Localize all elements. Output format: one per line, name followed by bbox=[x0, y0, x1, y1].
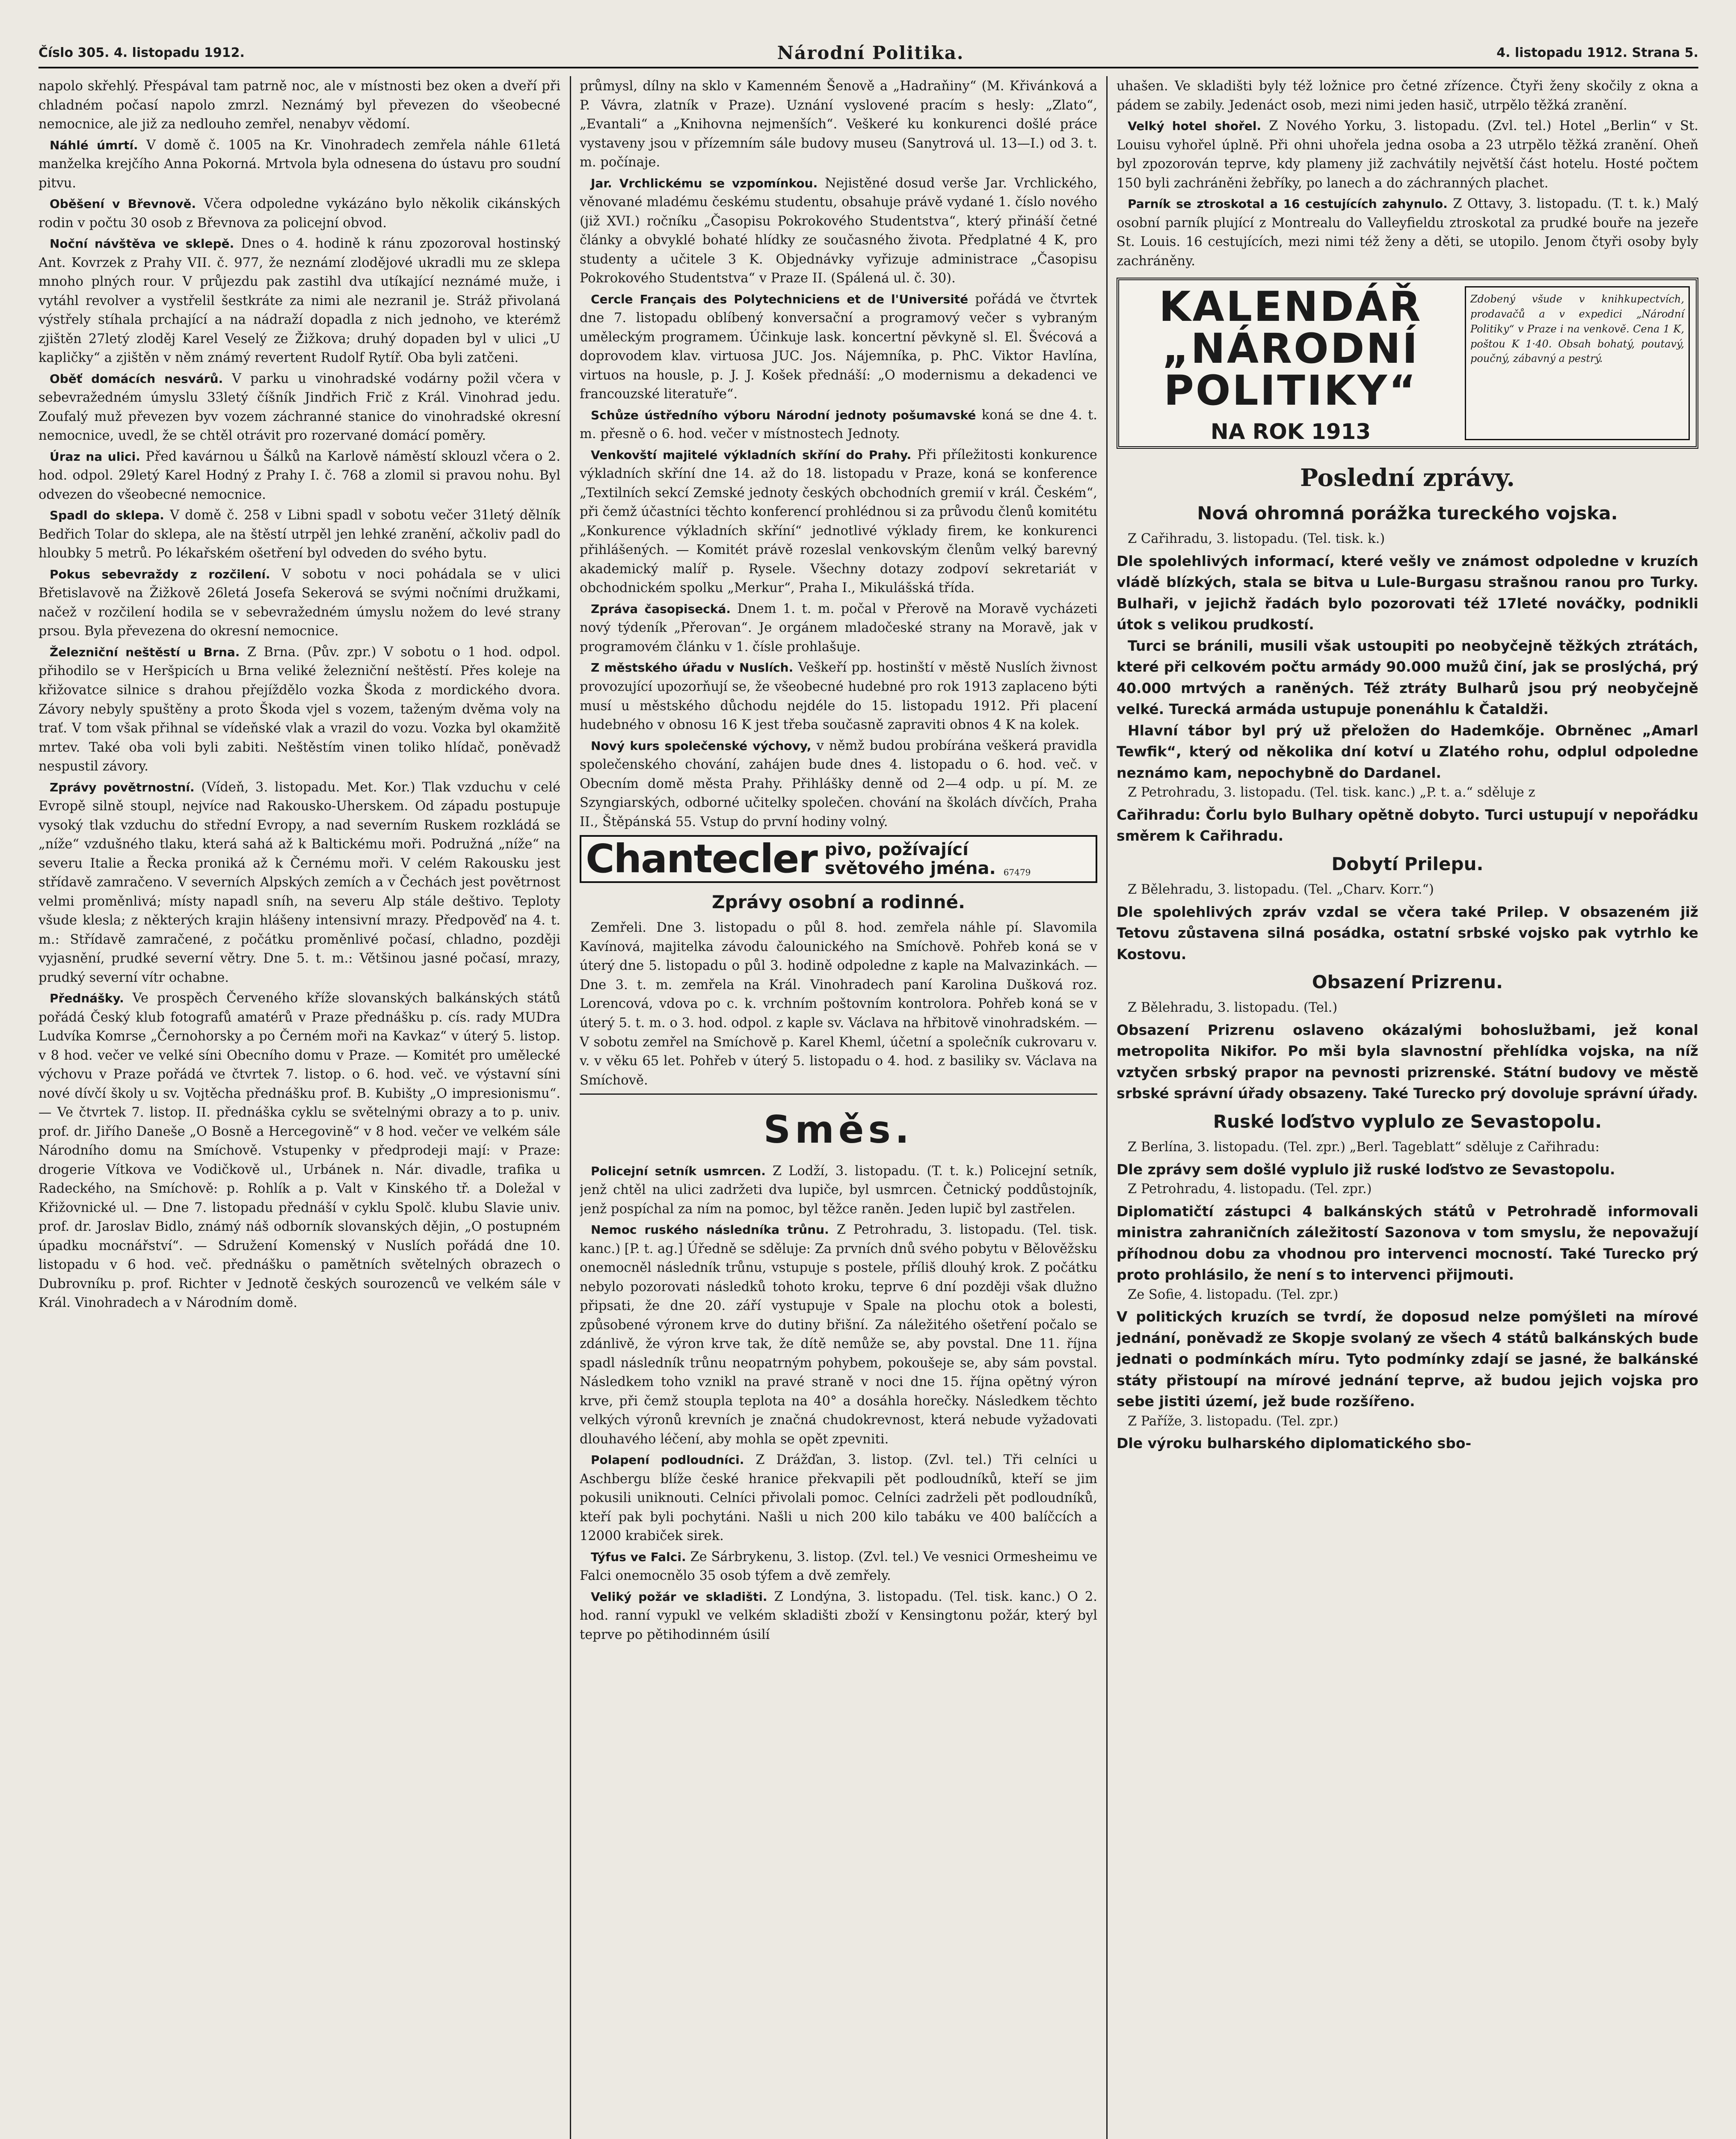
section-heading: Směs. bbox=[763, 1108, 914, 1152]
article-heading: Týfus ve Falci. bbox=[591, 1549, 686, 1564]
article-text: Z Londýna, 3. listopadu. (Tel. tisk. kanc.) O 2. hod. ranní vypukl ve velkém skladišti zboží v Kensingtonu požár, který byl teprve po pětihodinném úsilí bbox=[580, 1589, 1097, 1642]
article bbox=[580, 406, 1097, 444]
article bbox=[580, 174, 1097, 288]
newspaper-title: Národní Politika. bbox=[777, 42, 964, 63]
issue-info: Číslo 305. 4. listopadu 1912. bbox=[39, 45, 245, 60]
article-text: Z Petrohradu, 3. listopadu. (Tel. tisk. kanc.) [P. t. ag.] Úředně se sděluje: Za prvních dnů svého pobytu v Bělověžsku onemocněl následník trůnu, vstupuje s postele, příliš dlouhý krok. Z počátku nebylo pozorovati následků tohoto kroku, teprve 6 dní později však dlužno připsati, že dne 20. září vystupuje v Spale na plochu otok a bolesti, způsobené výronem krve do dutiny břišní. Za náležitého ošetření počalo se zdánlivě, že výron krve tak, že dítě nemůže se, aby povstal. Dne 11. října spadl následník trůnu neopatrným pohybem, pokoušeje se, aby sám povstal. Následkem toho vznikl na pravé straně v noci dne 15. října opětný výron krve, při čemž stoupla teplota na 40° a dosáhla horečky. Následkem těchto velkých výronů krevních je značná chudokrevnost, která nebude vyžadovati dlouhavého léčení, aby mohla se opět zpevniti. bbox=[580, 1222, 1097, 1447]
article-text: Z Cařihradu, 3. listopadu. (Tel. tisk. k.) bbox=[1128, 531, 1385, 547]
article bbox=[580, 290, 1097, 404]
article-heading: Oběšení v Břevnově. bbox=[50, 197, 196, 211]
column-rule bbox=[1106, 76, 1108, 2139]
article bbox=[39, 778, 560, 988]
ad-number: 67479 bbox=[1003, 867, 1031, 877]
article bbox=[580, 1548, 1097, 1586]
article bbox=[39, 234, 560, 368]
article bbox=[580, 600, 1097, 657]
article-text: průmysl, dílny na sklo v Kamenném Šenově a „Hadraňiny“ (M. Křivánková a P. Vávra, zlatník v Praze). Uznání vyslovené pracím s hesly: „Zlato“, „Evantali“ a „Knihovna nejmenších“. Veškeré ku konkurenci došlé práce vystaveny jsou v přízemním sále budovy museu (Sanytrová ul. 13—I.) od 3. t. m. počínaje. bbox=[580, 79, 1097, 170]
article-text: Před kavárnou u Šálků na Karlově náměstí sklouzl včera o 2. hod. odpol. 29letý Karel Hodný z Prahy I. č. 768 a zlomil si pravou nohu. Byl odvezen do všeobecné nemocnice. bbox=[39, 449, 560, 502]
ad-brand: Chantecler bbox=[586, 836, 817, 882]
article-text: pořádá ve čtvrtek dne 7. listopadu oblíbený konversační a programový večer s vybraným uměleckým programem. Účinkuje lask. koncertní pěvkyně sl. El. Švécová a doprovodem klav. virtuosa JUC. Jos. Nájemníka, p. PhC. Viktor Havlína, virtuos na housle, p. J. J. Košek přednáší: „O modernismu a dekadenci ve francouzské literatuře“. bbox=[580, 291, 1097, 402]
column-3 bbox=[1117, 77, 1698, 2139]
article-text: V domě č. 1005 na Kr. Vinohradech zemřela náhle 61letá manželka krejčího Anna Pokorná. Mrtvola byla odnesena do ústavu pro soudní pitvu. bbox=[39, 137, 560, 191]
article-heading: Parník se ztroskotal a 16 cestujících zahynulo. bbox=[1128, 197, 1448, 211]
divider bbox=[580, 1093, 1097, 1095]
article-text: Z Drážďan, 3. listop. (Zvl. tel.) Tři celníci u Aschbergu blíže české hranice překvapili pět podloudníků, kteří se jim pokusili uniknouti. Celníci přivolali pomoc. Celníci zadrželi pět podloudníků, kteří pak byli pochytáni. Našli u nich 200 kilo tabáku ve 400 balíčcích a 12000 krabiček sirek. bbox=[580, 1452, 1097, 1544]
article-text: Z Lodží, 3. listopadu. (T. t. k.) Policejní setník, jenž chtěl na ulici zadržeti dva lupiče, byl usmrcen. Četnický poddůstojník, jenž pospíchal za ním na pomoc, byl těžce raněn. Jeden lupič byl zastřelen. bbox=[580, 1163, 1097, 1217]
article-heading: Noční návštěva ve sklepě. bbox=[50, 237, 234, 251]
article-text: Nejistěné dosud verše Jar. Vrchlického, věnované mladému českému studentu, obsahuje právě vydané 1. číslo nového (již XVI.) ročníku „Časopisu Pokrokového Studentstva“, který přináší četné články a obvyklé bohaté hlídky ze současného života. Předplatné 4 K, pro studenty a učitele 3 K. Objednávky vyřizuje administrace „Časopisu Pokrokového Studentstva“ v Praze II. (Spálená ul. č. 30). bbox=[580, 175, 1097, 286]
article bbox=[39, 447, 560, 505]
article-heading: Železniční neštěstí u Brna. bbox=[50, 645, 240, 659]
ad-tagline bbox=[825, 840, 996, 878]
bold-news-text: Hlavní tábor byl prý už přeložen do Hademkője. Obrněnec „Amarl Tewfik“, který od několika dní kotví u Zlatého rohu, odplul odpoledne neznámo kam, nepochybně do Dardanel. bbox=[1117, 722, 1698, 781]
bold-news-text: V politických kruzích se tvrdí, že doposud nelze pomýšleti na mírové jednání, poněvadž ze Skopje svolaný ze všech 4 států balkánských bude jednati o podmínkách míru. Tyto podmínky zdají se jasné, že balkánské státy přistoupí na mírové jednání teprve, až budou jejich vojska pro sebe jistiti území, jež bude rozšířeno. bbox=[1117, 1308, 1698, 1410]
ad-tagline-1: pivo, požívající bbox=[824, 840, 969, 860]
article bbox=[580, 1588, 1097, 1645]
article-heading: Přednášky. bbox=[50, 991, 124, 1006]
column-1 bbox=[39, 77, 560, 2139]
article-text: Dnes o 4. hodině k ránu zpozoroval hostinský Ant. Kovrzek z Prahy VII. č. 977, že neznámí zlodějové ukradli mu ze sklepa mnoho plných rour. V průjezdu pak zastihl dva utíkající neznámé muže, i vytáhl revolver a vystřelil šestkráte za nimi ale nezranil je. Stráž přivolaná výstřely stíhala prchající a na nádraží dopadla z nich jednoho, ve kterémž zjištěn 27letý zloděj Karel Veselý ze Žižkova; druhý dopaden byl v ulici „U kapličky“ a zjištěn v něm známý revertent Rudolf Rytíř. Oba byli zatčeni. bbox=[39, 236, 560, 366]
article bbox=[580, 658, 1097, 735]
article-heading: Polapení podloudníci. bbox=[591, 1453, 744, 1467]
article-text: Z Brna. (Pův. zpr.) V sobotu o 1 hod. odpol. přihodilo se v Heršpicích u Brna veliké železniční neštěstí. Přes koleje na křižovatce silnice s drahou přejíždělo vozka Škoda z mordického dvora. Závory nebyly spuštěny a proto Škoda vjel s vozem, taženým dvěma voly na trať. V tom však přihnal se vídeňské vlak a vrazil do vozu. Vozka byl okamžitě mrtev. Také oba voli byli zabiti. Neštěstím vinen toliko hlídač, poněvadž nespustil závory. bbox=[39, 644, 560, 774]
calendar-ad-details: Zdobený všude v knihkupectvích, prodavačů a v expedici „Národní Politiky“ v Praze i na venkově. Cena 1 K, poštou K 1·40. Obsah bohatý, poutavý, poučný, zábavný a pestrý. bbox=[1465, 286, 1690, 440]
article-heading: Úraz na ulici. bbox=[50, 449, 140, 464]
article-text: Z Ottavy, 3. listopadu. (T. t. k.) Malý osobní parník plující z Montrealu do Valleyfieldu ztroskotal za prudké bouře na jezeře St. Louis. 16 cestujících, mezi nimi též ženy a děti, se utopilo. Jenom čtyři osoby byly zachráněny. bbox=[1117, 196, 1698, 269]
article bbox=[39, 989, 560, 1313]
bold-news-text: Obsazení Prizrenu oslaveno okázalými bohoslužbami, jež konal metropolita Nikifor. Po mši byla slavnostní přehlídka vojska, na níž vztyčen srbský prapor na pevnosti prizrenské. Státní budovy ve městě srbské správní úřady obsazeny. Také Turecko prý dovoluje správní úřady. bbox=[1117, 1021, 1698, 1102]
article-text: Z Berlína, 3. listopadu. (Tel. zpr.) „Berl. Tageblatt“ sděluje z Cařihradu: bbox=[1128, 1140, 1600, 1155]
calendar-ad-line-2: „NÁRODNÍ bbox=[1162, 325, 1419, 373]
article-text: Dnem 1. t. m. počal v Přerově na Moravě vycházeti nový týdeník „Přerovan“. Je orgánem mladočeské strany na Moravě, jak v programovém článku v 1. čísle prohlašuje. bbox=[580, 601, 1097, 655]
article-text: Z Bělehradu, 3. listopadu. (Tel. „Charv. Korr.“) bbox=[1128, 882, 1434, 898]
article-text: Včera odpoledne vykázáno bylo několik cikánských rodin v počtu 30 osob z Břevnova za policejní obvod. bbox=[39, 196, 560, 231]
calendar-ad-line-3: POLITIKY“ bbox=[1164, 366, 1418, 415]
bold-news-text: Cařihradu: Čorlu bylo Bulhary opětně dobyto. Turci ustupují v nepořádku směrem k Cařihradu. bbox=[1117, 806, 1698, 844]
article-text: V sobotu v noci pohádala se v ulici Břetislavově na Žižkově 26letá Josefa Sekerová se svými nočními družkami, načež v rozčilení hodila se v sebevražedném úmyslu nožem do levé strany prsou. Byla převezena do okresní nemocnice. bbox=[39, 566, 560, 639]
newspaper-page bbox=[39, 39, 1698, 2139]
article-text: uhašen. Ve skladišti byly též ložnice pro četné zřízence. Čtyři ženy skočily z okna a pádem se zabily. Jedenáct osob, mezi nimi jeden hasič, utrpělo těžká zranění. bbox=[1117, 79, 1698, 113]
article-heading: Pokus sebevraždy z rozčilení. bbox=[50, 567, 270, 581]
article-text: Z Petrohradu, 3. listopadu. (Tel. tisk. kanc.) „P. t. a.“ sděluje z bbox=[1128, 785, 1535, 800]
bold-news-text: Turci se bránili, musili však ustoupiti po neobyčejně těžkých ztrátách, které při celkovém počtu armády 90.000 mužů činí, jak se proslýchá, prý 40.000 mrtvých a raněných. Též ztráty Bulharů jsou prý neobyčejně velké. Turecká armáda ustupuje ponenáhlu k Čataldži. bbox=[1117, 637, 1698, 718]
calendar-ad-title bbox=[1125, 283, 1456, 444]
article-text: (Vídeň, 3. listopadu. Met. Kor.) Tlak vzduchu v celé Evropě silně stoupl, nejvíce nad Rakousko-Uherskem. Od západu postupuje vysoký tlak vzduchu do střední Evropy, a nad severním Ruskem rozkládá se „níže“ vzdušného tlaku, která sahá až k Baltickému moři. Podružná „níže“ na severu Italie a Řecka proniká až k Černému moři. V celém Rakousku jest střídavě zamračeno. V severních Alpských zemích a v Čechách jest povětrnost velmi proměnlivá; místy napadl sníh, na severu Alp stále deštivo. Teploty všude klesla; z některých krajin hlášeny intensivní mrazy. Předpověď na 4. t. m.: Střídavě zamračené, z počátku proměnlivé počasí, chladno, později vyjasnění, prudké severní větry. Dne 5. t. m.: Většinou jasné počasí, mrazy, prudký severní vítr ochabne. bbox=[39, 779, 560, 985]
article-text: Z Petrohradu, 4. listopadu. (Tel. zpr.) bbox=[1128, 1182, 1372, 1197]
article bbox=[580, 737, 1097, 832]
article-heading: Policejní setník usmrcen. bbox=[591, 1164, 766, 1178]
article bbox=[580, 1451, 1097, 1546]
article-text: V domě č. 258 v Libni spadl v sobotu večer 31letý dělník Bedřich Tolar do sklepa, ale na štěstí utrpěl jen lehké zranění, ačkoliv padl do hloubky 5 metrů. Po lékařském ošetření byl odveden do svého bytu. bbox=[39, 508, 560, 561]
column-2 bbox=[580, 77, 1097, 2139]
page-info: 4. listopadu 1912. Strana 5. bbox=[1496, 45, 1698, 60]
article bbox=[580, 1221, 1097, 1449]
article bbox=[39, 370, 560, 446]
ad-tagline-2: světového jména. bbox=[824, 859, 996, 879]
article-heading: Zpráva časopisecká. bbox=[591, 601, 731, 616]
bold-news-text: Diplomatičtí zástupci 4 balkánských států v Petrohradě informovali ministra zahraničních záležitostí Sazonova v tom smyslu, že nepovažují příhodnou dobu za vhodnou pro intervenci mocností. Také Turecko prý proto prohlásilo, že není s to intervenci přijmouti. bbox=[1117, 1203, 1698, 1283]
article bbox=[1117, 117, 1698, 193]
bold-news-text: Dle spolehlivých zpráv vzdal se včera také Prilep. V obsazeném již Tetovu zůstavena silná posádka, ostatní srbské vojsko pak vytrhlo ke Kostovu. bbox=[1117, 903, 1698, 963]
news-headline: Obsazení Prizrenu. bbox=[1312, 972, 1503, 993]
article-heading: Z městského úřadu v Nuslích. bbox=[591, 661, 794, 675]
article-heading: Cercle Français des Polytechniciens et de l'Université bbox=[591, 292, 969, 306]
article-text: Při příležitosti konkurence výkladních skříní dne 14. až do 18. listopadu v Praze, koná se konference „Textilních sekcí Zemské jednoty českých obchodních gremií v král. Českém“, při čemž účastníci těchto konferencí prohlédnou si za průvodu členů komitétu „Konkurence výkladních skříní“ jednotlivé výklady firem, ke konkurenci přihlášených. — Komitét právě rozeslal venkovským členům velký barevný akademický malíř p. Rysele. Všechny dotazy zodpoví sekretariát v obchodnickém spolku „Merkur“, Praha I., Mikulášská třída. bbox=[580, 447, 1097, 596]
article-text: napolo skřehlý. Přespával tam patrně noc, ale v místnosti bez oken a dveří při chladném počasí napolo zmrzl. Neznámý byl převezen do všeobecné nemocnice, ale již za nedlouho zemřel, nenabyv vědomí. bbox=[39, 79, 560, 132]
article bbox=[39, 136, 560, 193]
news-headline: Dobytí Prilepu. bbox=[1331, 853, 1484, 874]
article bbox=[1117, 195, 1698, 271]
article-heading: Náhlé úmrtí. bbox=[50, 138, 138, 152]
article bbox=[39, 643, 560, 776]
article-heading: Schůze ústředního výboru Národní jednoty pošumavské bbox=[591, 408, 976, 422]
chantecler-advertisement bbox=[580, 835, 1097, 883]
article-heading: Venkovští majitelé výkladních skříní do Prahy. bbox=[591, 447, 912, 462]
article-text: Ze Sárbrykenu, 3. listop. (Zvl. tel.) Ve vesnici Ormesheimu ve Falci onemocnělo 35 osob týfem a dvě zemřely. bbox=[580, 1549, 1097, 1584]
section-heading: Zprávy osobní a rodinné. bbox=[712, 892, 965, 913]
calendar-advertisement bbox=[1117, 278, 1698, 449]
article-heading: Spadl do sklepa. bbox=[50, 508, 164, 523]
article-text: Zemřeli. Dne 3. listopadu o půl 8. hod. zemřela náhle pí. Slavomila Kavínová, majitelka závodu čalounického na Smíchově. Pohřeb koná se v úterý dne 5. listopadu o půl 3. hodině odpoledne z kaple na Malvazinkách. — Dne 3. t. m. zemřela na Král. Vinohradech paní Karolina Dušková roz. Lorencová, vdova po c. k. vrchním poštovním kontrolora. Pohřeb koná se v úterý 5. t. m. o 3. hod. odpol. z kaple sv. Václava na hřbitově vinohradském. — V sobotu zemřel na Smíchově p. Karel Kheml, účetní a společník cukrovaru v. v. v věku 65 let. Pohřeb v úterý 5. listopadu o 4. hod. z basiliky sv. Václava na Smíchově. bbox=[580, 920, 1097, 1088]
article-text: Z Paříže, 3. listopadu. (Tel. zpr.) bbox=[1128, 1413, 1339, 1429]
article bbox=[39, 506, 560, 563]
article-text: koná se dne 4. t. m. přesně o 6. hod. večer v místnostech Jednoty. bbox=[580, 407, 1097, 442]
article-text: Ze Sofie, 4. listopadu. (Tel. zpr.) bbox=[1128, 1287, 1339, 1302]
article-heading: Veliký požár ve skladišti. bbox=[591, 1589, 767, 1604]
article-heading: Zprávy povětrnostní. bbox=[50, 780, 195, 794]
news-headline: Ruské loďstvo vyplulo ze Sevastopolu. bbox=[1213, 1111, 1602, 1132]
masthead bbox=[39, 39, 1698, 68]
article-heading: Jar. Vrchlickému se vzpomínkou. bbox=[591, 176, 818, 190]
article-text: Veškeří pp. hostinští v městě Nuslích živnost provozující upozorňují se, že všeobecné hudebné pro rok 1913 zaplaceno býti musí u městského důchodu nejdéle do 15. listopadu 1912. Při placení hudebného v obnosu 16 K jest třeba současně zapraviti obnos 4 K na kolek. bbox=[580, 660, 1097, 733]
article-text: V parku u vinohradské vodárny požil včera v sebevražedném úmyslu 33letý číšník Jindřich Frič z Král. Vinohrad jedu. Zoufalý muž převezen byv vozem záchranné stanice do vinohradské okresní nemocnice, uvedl, že se chtěl otrávit pro rozervané domácí poměry. bbox=[39, 371, 560, 444]
article-heading: Oběť domácích nesvárů. bbox=[50, 371, 223, 386]
article-text: Z Bělehradu, 3. listopadu. (Tel.) bbox=[1128, 1000, 1338, 1016]
bold-news-text: Dle výroku bulharského diplomatického sbo- bbox=[1117, 1435, 1472, 1452]
article bbox=[39, 195, 560, 233]
column-rule bbox=[570, 76, 571, 2139]
bold-news-text: Dle spolehlivých informací, které vešly ve známost odpoledne v kruzích vládě blízkých, stala se bitva u Lule-Burgasu strašnou ranou pro Turky. Bulhaři, v jejichž řadách bylo pozorovati též 17leté nováčky, podnikli útok s velikou prudkostí. bbox=[1117, 552, 1698, 633]
calendar-ad-line-1: KALENDÁŘ bbox=[1159, 283, 1422, 331]
article bbox=[580, 1162, 1097, 1219]
article-heading: Nový kurs společenské výchovy, bbox=[591, 738, 812, 753]
article-text: Ve prospěch Červeného kříže slovanských balkánských států pořádá Český klub fotografů amatérů v Praze přednášku p. cís. rady MUDra Ludvíka Komrse „Černohorsky a po Černém moři na Kavkaz“ v úterý 5. listop. v 8 hod. večer ve velké síni Obecního domu v Praze. — Komitét pro umělecké výchovu v Praze pořádá ve čtvrtek 7. listop. o 6. hod. več. ve výstavní síni nové dívčí školy u sv. Vojtěcha přednášku prof. B. Kubišty „O impresionismu“. — Ve čtvrtek 7. listop. II. přednáška cyklu se světelnými obrazy a to p. univ. prof. dr. Jiřího Daneše „O Bosně a Hercegovině“ v 8 hod. večer ve velkém sále Národního domu na Smíchově. Vstupenky v předprodeji mají: v Praze: drogerie Vítkova ve Vodičkově ul., Urbánek n. Nár. divadle, trafika u Radeckého, na Smíchově: p. Rohlík a p. Valt v Kinského tř. a Doležal v Křižovnické ul. — Dne 7. listopadu přednáší v cyklu Spolč. klubu Slavie univ. prof. dr. Jaroslav Bidlo, známý náš odborník slovanských dějin, „O postupném úpadku mocnářství“. — Sdružení Komenský v Nuslích pořádá dne 10. listopadu v 6 hod. več. přednášku o pamětních světelných obrazech o Dubrovníku p. prof. Richter v Jednotě českých sourozenců ve velkém sále v Král. Vinohradech a v Národním domě. bbox=[39, 991, 560, 1311]
news-headline: Nová ohromná porážka tureckého vojska. bbox=[1197, 502, 1618, 524]
article-heading: Velký hotel shořel. bbox=[1128, 119, 1262, 133]
article-heading: Nemoc ruského následníka trůnu. bbox=[591, 1223, 829, 1237]
calendar-ad-year: NA ROK 1913 bbox=[1210, 419, 1371, 444]
bold-news-text: Dle zprávy sem došlé vyplulo již ruské loďstvo ze Sevastopolu. bbox=[1117, 1161, 1615, 1178]
article-text: Z Nového Yorku, 3. listopadu. (Zvl. tel.) Hotel „Berlin“ v St. Louisu vyhořel úplně. Při ohni uhořela jedna osoba a 23 utrpělo těžká zranění. Oheň byl zpozorován teprve, kdy plameny již zachvátily největší část hotelu. Hosté počtem 150 byli zachráněni žebříky, po lanech a do záchranných plachet. bbox=[1117, 119, 1698, 191]
section-heading: Poslední zprávy. bbox=[1300, 464, 1515, 492]
article bbox=[580, 446, 1097, 598]
article bbox=[39, 565, 560, 641]
article-text: v němž budou probírána veškerá pravidla společenského chování, zahájen bude dnes 4. listopadu o 6. hod. več. v Obecním domě města Prahy. Přihlášky denně od 2—4 odp. u pí. M. ze Szyngiarských, odborné učitelky společen. chování na školách dívčích, Praha II., Štěpánská 55. Vstup do první hodiny volný. bbox=[580, 738, 1097, 830]
